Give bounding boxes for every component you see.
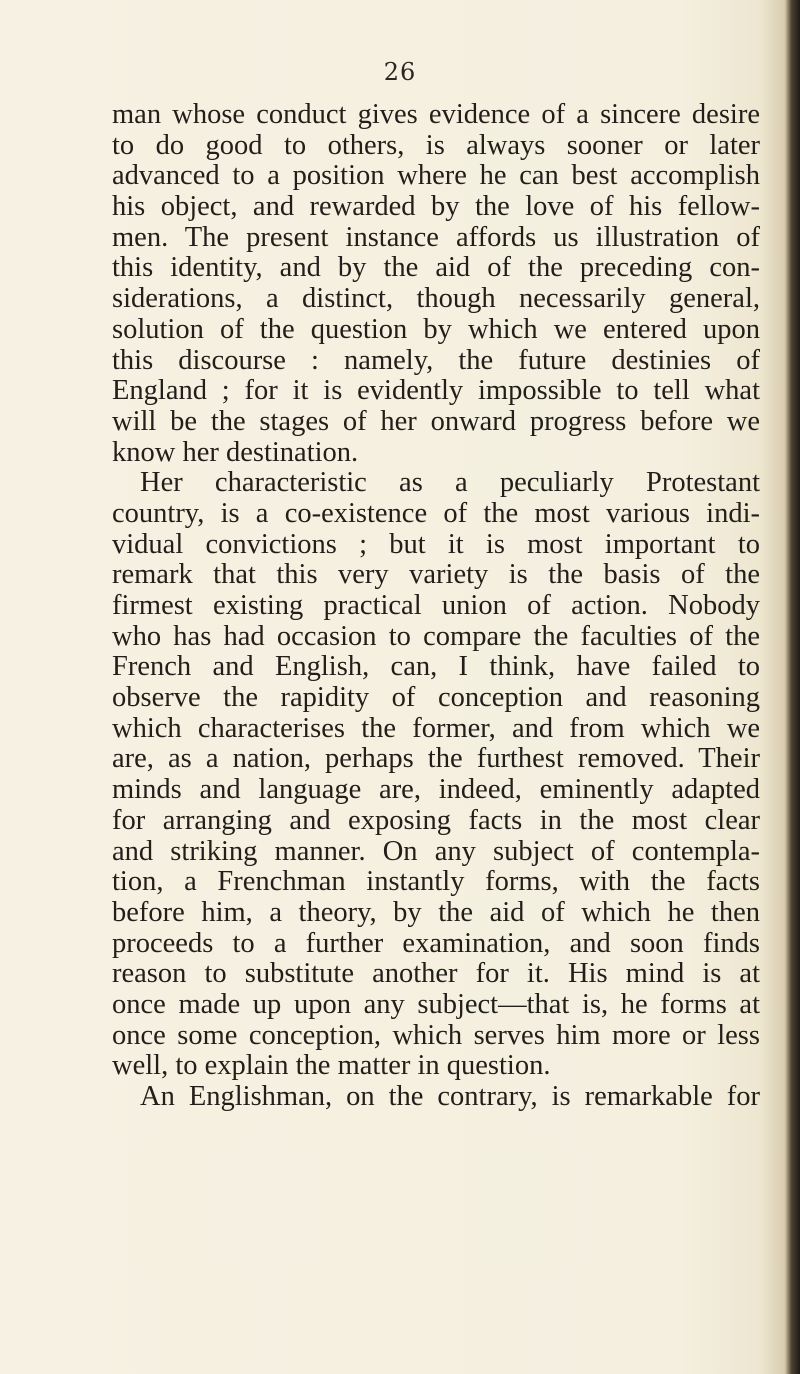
- text-line: proceeds to a further examination, and soon finds: [112, 927, 760, 959]
- text-line: for arranging and exposing facts in the most clear: [112, 804, 760, 836]
- text-line: who has had occasion to compare the faculties of the: [112, 620, 760, 652]
- text-line: firmest existing practical union of action. Nobody: [112, 590, 760, 621]
- text-line: An Englishman, on the contrary, is remarkable for: [140, 1081, 760, 1112]
- text-line: tion, a Frenchman instantly forms, with the facts: [112, 866, 760, 898]
- text-line: advanced to a position where he can best accomplish: [112, 160, 760, 192]
- page-edge-shadow: [786, 0, 800, 1374]
- text-line: once some conception, which serves him more or less: [112, 1019, 760, 1051]
- text-line: observe the rapidity of conception and reasoning: [112, 682, 760, 714]
- text-line: once made up upon any subject—that is, he forms at: [112, 988, 760, 1020]
- text-line: Her characteristic as a peculiarly Protestant: [140, 467, 760, 499]
- text-line: reason to substitute another for it. His mind is at: [112, 958, 760, 990]
- text-line: siderations, a distinct, though necessarily general,: [112, 283, 760, 315]
- text-line: vidual convictions ; but it is most important to: [112, 528, 760, 560]
- text-line: to do good to others, is always sooner or later: [112, 129, 760, 161]
- text-line: country, is a co-existence of the most various indi-: [112, 497, 760, 529]
- page-number: 26: [383, 58, 417, 86]
- text-line: French and English, can, I think, have failed to: [112, 651, 760, 683]
- text-line: this discourse : namely, the future destinies of: [112, 344, 760, 376]
- text-line: are, as a nation, perhaps the furthest removed. Their: [112, 743, 760, 775]
- text-line: before him, a theory, by the aid of which he then: [112, 896, 760, 928]
- body-text: [112, 100, 760, 1113]
- text-line: well, to explain the matter in question.: [112, 1050, 551, 1082]
- text-line: remark that this very variety is the basis of the: [112, 559, 760, 591]
- text-line: men. The present instance affords us illustration of: [112, 221, 760, 253]
- text-line: know her destination.: [112, 436, 359, 468]
- text-line: which characterises the former, and from which we: [112, 712, 760, 744]
- text-line: England ; for it is evidently impossible to tell what: [112, 375, 760, 407]
- text-line: and striking manner. On any subject of contempla-: [112, 835, 760, 867]
- text-line: man whose conduct gives evidence of a sincere desire: [112, 99, 760, 130]
- text-line: this identity, and by the aid of the preceding con-: [112, 252, 760, 284]
- text-line: solution of the question by which we entered upon: [112, 313, 760, 345]
- text-line: minds and language are, indeed, eminently adapted: [112, 774, 760, 806]
- text-line: his object, and rewarded by the love of his fellow-: [112, 191, 760, 223]
- text-line: will be the stages of her onward progress before we: [112, 405, 760, 437]
